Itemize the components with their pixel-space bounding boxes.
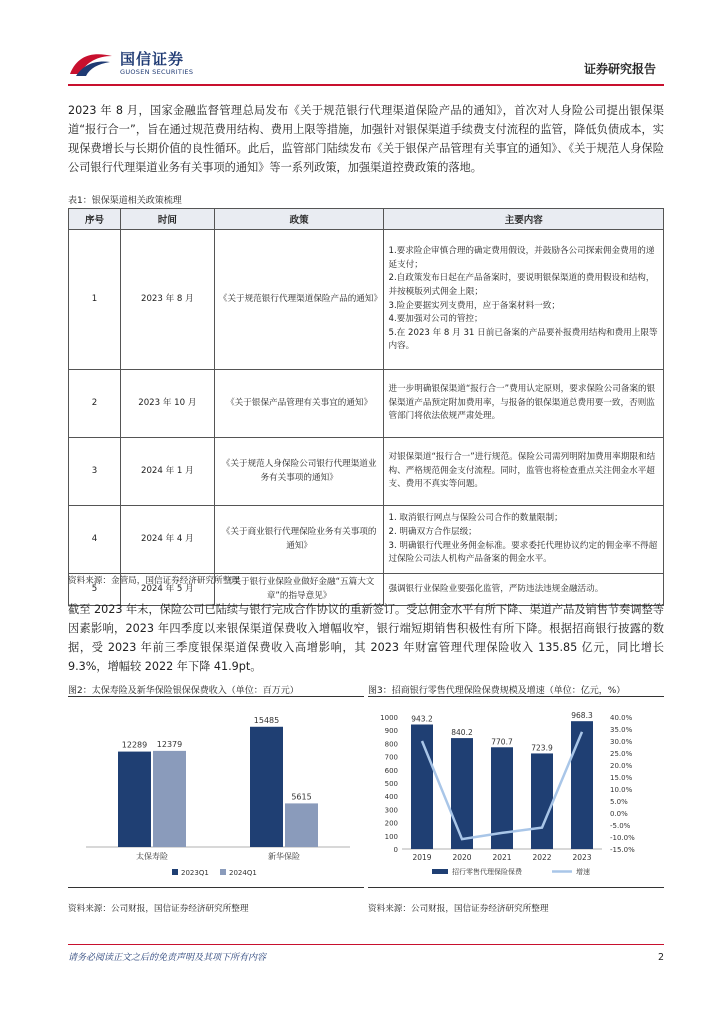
row-policy: 《关于银保产品管理有关事宜的通知》 [214, 370, 384, 438]
fig3-category-label: 2019 [412, 853, 432, 862]
content-line: 3. 明确银行代理业务佣金标准。要求委托代理协议约定的佣金率不得超过保险公司法人机构产品备案的佣金水平。 [388, 540, 658, 565]
fig3-bar-label: 840.2 [451, 728, 473, 738]
table-header-row [69, 209, 664, 230]
col-header-date: 时间 [120, 209, 214, 230]
content-line: 4.要加强对公司的管控； [388, 314, 483, 325]
content-line: 3.险企要据实列支费用，应于备案材料一致； [388, 300, 560, 311]
fig3-category-label: 2020 [452, 853, 472, 862]
row-no: 2 [69, 370, 121, 438]
fig3-left-tick: 300 [384, 806, 398, 815]
row-policy: 《关于规范银行代理渠道保险产品的通知》 [214, 230, 384, 370]
row-content [384, 438, 664, 506]
page-header [68, 44, 664, 84]
analysis-paragraph: 截至 2023 年末，保险公司已陆续与银行完成合作协议的重新签订。受总佣金水平有所下降、渠道产品及销售节奏调整等因素影响，2023 年四季度以来银保渠道保费收入增幅收窄，银行端短期销售积极性有所下降。根据招商银行披露的数据，受 2023 年前三季度银保渠道保费收入高增影响，其 2023 年财富管理代理保险收入 135.85 亿元，同比增长 9.3%，增幅较 2022 年下降 41.9pt。 [68, 603, 664, 673]
table-row [69, 230, 664, 370]
fig2-legend-swatch [220, 869, 226, 875]
figure2-box [68, 696, 364, 888]
logo-cn: 国信证券 [120, 50, 185, 68]
row-no: 5 [69, 574, 121, 606]
row-no: 4 [69, 506, 121, 574]
fig3-bar-label: 770.7 [491, 737, 513, 747]
fig3-right-tick: 25.0% [610, 750, 633, 758]
figure2-chart [68, 697, 364, 889]
fig3-left-tick: 500 [384, 780, 398, 788]
table-row [69, 370, 664, 438]
row-date: 2024 年 5 月 [120, 574, 214, 606]
logo-en: GUOSEN SECURITIES [120, 68, 194, 76]
fig3-right-tick: -5.0% [610, 822, 631, 830]
fig3-left-tick: 0 [393, 846, 398, 854]
table-caption: 表1：银保渠道相关政策梳理 [68, 196, 182, 206]
row-content [384, 230, 664, 370]
fig3-bar-label: 943.2 [411, 714, 433, 724]
footer-divider [68, 944, 664, 945]
figure3-box [368, 696, 664, 888]
fig3-right-tick: 10.0% [610, 786, 633, 794]
fig2-bar [118, 752, 151, 847]
content-line: 2.自政策发布日起在产品备案时，要说明银保渠道的费用假设和结构，并按模版列式佣金上限； [388, 273, 655, 297]
fig3-right-tick: -15.0% [610, 846, 635, 854]
row-content [384, 370, 664, 438]
fig3-bar [571, 721, 593, 849]
figure3-chart [368, 697, 664, 889]
header-divider [68, 84, 664, 86]
fig3-left-tick: 100 [384, 832, 398, 841]
figure3-source: 资料来源：公司财报，国信证券经济研究所整理 [368, 904, 549, 914]
col-header-policy: 政策 [214, 209, 384, 230]
content-line: 1. 取消银行网点与保险公司合作的数量限制； [388, 513, 563, 524]
row-date: 2024 年 1 月 [120, 438, 214, 506]
row-content [384, 506, 664, 574]
row-no: 3 [69, 438, 121, 506]
row-no: 1 [69, 230, 121, 370]
fig2-legend-swatch [172, 869, 178, 875]
col-header-content: 主要内容 [384, 209, 664, 230]
fig3-bar-label: 723.9 [531, 743, 553, 753]
fig3-right-tick: 35.0% [610, 726, 633, 734]
row-date: 2024 年 4 月 [120, 506, 214, 574]
content-line: 强调银行业保险业要强化监管，严防违法违规金融活动。 [388, 583, 604, 594]
fig2-bar-label: 12379 [156, 739, 183, 749]
fig3-right-tick: 30.0% [610, 738, 633, 746]
fig3-right-tick: 20.0% [610, 762, 633, 770]
fig3-category-label: 2022 [532, 853, 552, 862]
content-line: 对银保渠道“报行合一”进行规范。保险公司需列明附加费用率期限和结构、严格规范佣金支付流程。同时，监管也将检查重点关注佣金水平超支、费用不真实等问题。 [388, 452, 656, 490]
policy-table [68, 208, 664, 606]
fig3-left-tick: 1000 [380, 714, 398, 722]
fig2-legend-label: 2023Q1 [181, 869, 209, 877]
fig3-bar [451, 738, 473, 849]
fig2-bar [285, 803, 318, 847]
intro-paragraph: 2023 年 8 月，国家金融监督管理总局发布《关于规范银行代理渠道保险产品的通知》，首次对人身险公司提出银保渠道“报行合一”，旨在通过规范费用结构、费用上限等措施，加强针对银保渠道手续费支付流程的监管，降低负债成本，实现保费增长与长期价值的良性循环。此后，监管部门陆续发布《关于银保产品管理有关事宜的通知》、《关于规范人身保险公司银行代理渠道业务有关事项的通知》等一系列政策，加强渠道控费政策的落地。 [68, 104, 664, 174]
fig3-bar [531, 753, 553, 849]
row-policy: 《关于规范人身保险公司银行代理渠道业务有关事项的通知》 [214, 438, 384, 506]
row-date: 2023 年 8 月 [120, 230, 214, 370]
row-policy: 《关于银行业保险业做好金融“五篇大文章”的指导意见》 [214, 574, 384, 606]
fig3-right-tick: -10.0% [610, 834, 635, 842]
page-number: 2 [657, 952, 664, 963]
row-policy: 《关于商业银行代理保险业务有关事项的通知》 [214, 506, 384, 574]
content-line: 1.要求险企审慎合理的确定费用假设，并鼓励各公司探索佣金费用的递延支付； [388, 246, 655, 270]
report-type: 证券研究报告 [583, 62, 656, 76]
fig2-bar [153, 751, 186, 847]
row-date: 2023 年 10 月 [120, 370, 214, 438]
table-row [69, 506, 664, 574]
guosen-logo-icon [68, 50, 114, 78]
fig2-bar-label: 5615 [291, 792, 312, 802]
fig3-category-label: 2023 [572, 853, 592, 862]
fig3-legend-swatch [432, 869, 448, 874]
fig3-bar-label: 968.3 [571, 711, 593, 721]
fig3-category-label: 2021 [492, 853, 512, 862]
figure2-title: 图2：太保寿险及新华保险银保保费收入（单位：百万元） [68, 686, 299, 696]
fig3-left-tick: 700 [384, 753, 398, 762]
fig2-category-label: 太保寿险 [136, 852, 168, 861]
fig3-left-tick: 900 [384, 727, 398, 736]
fig3-right-tick: 5.0% [610, 798, 628, 806]
content-line: 5.在 2023 年 8 月 31 日前已备案的产品要补报费用结构和费用上限等内容。 [388, 327, 658, 352]
fig2-bar-label: 15485 [253, 715, 280, 725]
col-header-no: 序号 [69, 209, 121, 230]
fig2-bar [250, 727, 283, 847]
fig3-left-tick: 800 [384, 740, 398, 749]
fig2-legend-label: 2024Q1 [229, 869, 257, 877]
fig2-category-label: 新华保险 [268, 852, 300, 861]
fig3-legend-label: 招行零售代理保险保费 [452, 868, 522, 876]
table-row [69, 438, 664, 506]
figure2-source: 资料来源：公司财报，国信证券经济研究所整理 [68, 904, 249, 914]
figure3-title: 图3：招商银行零售代理保险保费规模及增速（单位：亿元，%） [368, 686, 626, 696]
fig3-right-tick: 15.0% [610, 774, 633, 782]
content-line: 进一步明确银保渠道“报行合一”费用认定原则，要求保险公司备案的银保渠道产品预定附加费用率，与报备的银保渠道总费用要一致，否则监管部门将依法依规严肃处理。 [388, 384, 656, 422]
table-source: 资料来源：金管局，国信证券经济研究所整理 [68, 576, 240, 586]
fig3-left-tick: 200 [384, 819, 398, 828]
fig3-left-tick: 400 [384, 793, 398, 802]
fig3-right-tick: 40.0% [610, 714, 633, 722]
fig3-left-tick: 600 [384, 766, 398, 775]
fig2-bar-label: 12289 [121, 740, 148, 750]
fig3-legend-label: 增速 [576, 868, 590, 876]
content-line: 2. 明确双方合作层级； [388, 526, 477, 537]
disclaimer-note: 请务必阅读正文之后的免责声明及其项下所有内容 [68, 953, 267, 963]
fig3-right-tick: 0.0% [610, 810, 628, 818]
